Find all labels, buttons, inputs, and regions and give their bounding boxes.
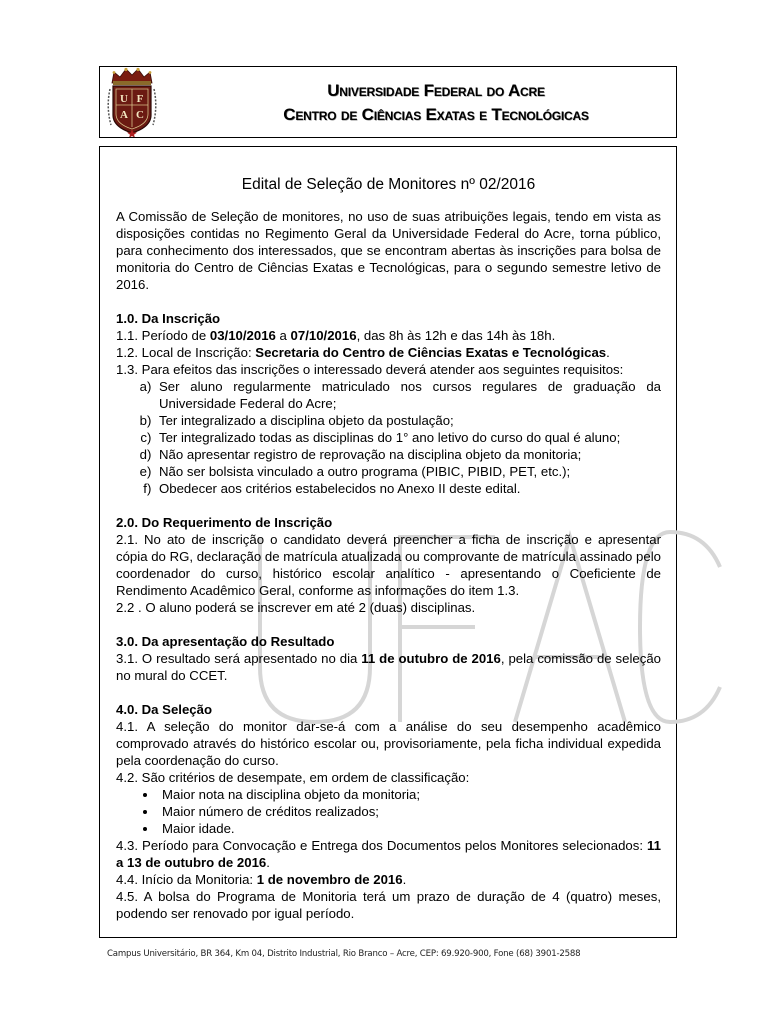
item-1-1: 1.1. Período de 03/10/2016 a 07/10/2016, das 8h às 12h e das 14h às 18h. [116,328,556,343]
list-item: • Maior número de créditos realizados; [158,803,661,820]
item-1-2: 1.2. Local de Inscrição: Secretaria do Centro de Ciências Exatas e Tecnológicas. [116,345,610,360]
intro-paragraph: A Comissão de Seleção de monitores, no uso de suas atribuições legais, tendo em vista as disposições contidas no Regimento Geral da Universidade Federal do Acre, torna público, para conhecimento dos interessados, que se encontram abertas às inscrições para bolsa de monitoria do Centro de Ciências Exatas e Tecnológicas, para o segundo semestre letivo de 2016. [116,209,661,292]
item-4-1: 4.1. A seleção do monitor dar-se-á com a análise do seu desempenho acadêmico comprovado através do histórico escolar ou, provisoriamente, pela ficha individual expedida pela coordenação do curso. [116,719,661,768]
list-item: c. Ter integralizado todas as disciplinas do 1° ano letivo do curso do qual é aluno; [155,429,661,446]
item-4-5: 4.5. A bolsa do Programa de Monitoria terá um prazo de duração de 4 (quatro) meses, podendo ser renovado por igual período. [116,889,661,921]
list-item: • Maior idade. [158,820,661,837]
center-name: Centro de Ciências Exatas e Tecnológicas [283,105,589,124]
edital-document [99,146,677,938]
letterhead [99,66,677,138]
section-heading-selecao: 4.0. Da Seleção [116,702,213,717]
ufac-seal-logo [104,67,160,137]
svg-text:A: A [120,109,128,121]
item-4-3: 4.3. Período para Convocação e Entrega dos Documentos pelos Monitores selecionados: 11 a 13 de outubro de 2016. [116,838,661,870]
svg-text:F: F [136,93,144,105]
list-item: d. Não apresentar registro de reprovação na disciplina objeto da monitoria; [155,446,661,463]
requirements-list [116,378,661,497]
section-heading-resultado: 3.0. Da apresentação do Resultado [116,634,335,649]
list-item: e. Não ser bolsista vinculado a outro programa (PIBIC, PIBID, PET, etc.); [155,463,661,480]
document-body [116,175,661,922]
footer-address: Campus Universitário, BR 364, Km 04, Distrito Industrial, Rio Branco – Acre, CEP: 69.920-900, Fone (68) 3901-2588 [107,949,581,959]
list-item: f. Obedecer aos critérios estabelecidos no Anexo II deste edital. [155,480,661,497]
list-item: b. Ter integralizado a disciplina objeto da postulação; [155,412,661,429]
document-title: Edital de Seleção de Monitores nº 02/2016 [241,176,536,193]
svg-text:C: C [136,109,144,121]
list-item: a. Ser aluno regularmente matriculado nos cursos regulares de graduação da Universidade Federal do Acre; [155,378,661,412]
item-2-2: 2.2 . O aluno poderá se inscrever em até 2 (duas) disciplinas. [116,600,476,615]
list-item: • Maior nota na disciplina objeto da monitoria; [158,786,661,803]
item-1-3: 1.3. Para efeitos das inscrições o interessado deverá atender aos seguintes requisitos: [116,362,624,377]
item-4-2: 4.2. São critérios de desempate, em ordem de classificação: [116,770,470,785]
tiebreak-criteria-list [116,786,661,837]
svg-text:U: U [120,93,128,105]
section-heading-requerimento: 2.0. Do Requerimento de Inscrição [116,515,333,530]
item-4-4: 4.4. Início da Monitoria: 1 de novembro de 2016. [116,872,407,887]
item-3-1: 3.1. O resultado será apresentado no dia 11 de outubro de 2016, pela comissão de seleção no mural do CCET. [116,651,662,683]
section-heading-inscricao: 1.0. Da Inscrição [116,311,221,326]
institution-titles [200,79,672,127]
item-2-1: 2.1. No ato de inscrição o candidato deverá preencher a ficha de inscrição e apresentar cópia do RG, declaração de matrícula atualizada ou comprovante de matrícula assinado pelo coordenador do curso, histórico escolar analítico - apresentando o Coeficiente de Rendimento Acadêmico Geral, conforme as informações do item 1.3. [116,532,661,598]
university-name: Universidade Federal do Acre [327,81,545,100]
